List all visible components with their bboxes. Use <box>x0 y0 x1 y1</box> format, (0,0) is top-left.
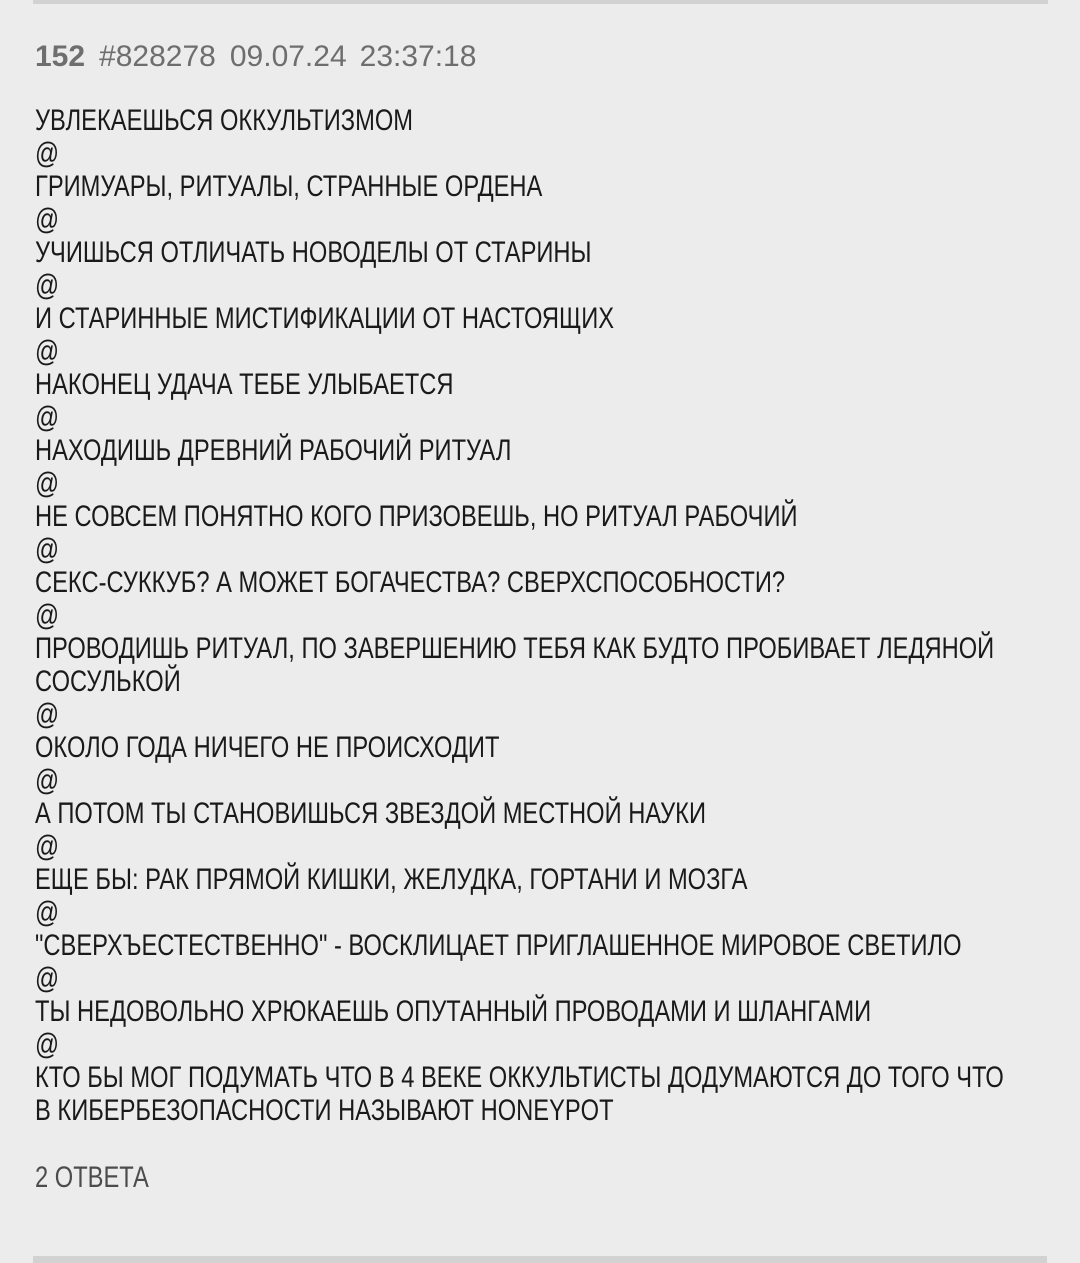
post-line: @ <box>35 533 60 566</box>
post-line: @ <box>35 203 60 236</box>
post-line: ГРИМУАРЫ, РИТУАЛЫ, СТРАННЫЕ ОРДЕНА <box>35 170 543 203</box>
post-id-link[interactable]: #828278 <box>99 40 216 73</box>
post-line: @ <box>35 896 60 929</box>
post-line: @ <box>35 599 60 632</box>
post-line: КТО БЫ МОГ ПОДУМАТЬ ЧТО В 4 ВЕКЕ ОККУЛЬТИСТЫ ДОДУМАЮТСЯ ДО ТОГО ЧТО В КИБЕРБЕЗОПАСНОСТИ НАЗЫВАЮТ HONEYPOT <box>35 1061 1004 1127</box>
post-body <box>35 104 1023 1127</box>
post-line: А ПОТОМ ТЫ СТАНОВИШЬСЯ ЗВЕЗДОЙ МЕСТНОЙ НАУКИ <box>35 797 707 830</box>
adjacent-post-edge-top <box>33 0 1048 4</box>
post-line: НАКОНЕЦ УДАЧА ТЕБЕ УЛЫБАЕТСЯ <box>35 368 454 401</box>
post-line: УЧИШЬСЯ ОТЛИЧАТЬ НОВОДЕЛЫ ОТ СТАРИНЫ <box>35 236 592 269</box>
post-line: УВЛЕКАЕШЬСЯ ОККУЛЬТИЗМОМ <box>35 104 414 137</box>
post-line: @ <box>35 401 60 434</box>
post-index: 152 <box>35 40 86 73</box>
post-line: СЕКС-СУККУБ? А МОЖЕТ БОГАЧЕСТВА? СВЕРХСПОСОБНОСТИ? <box>35 566 786 599</box>
adjacent-post-edge-bottom <box>33 1256 1047 1263</box>
post-line: @ <box>35 467 60 500</box>
post-line: @ <box>35 764 60 797</box>
post-header <box>35 40 1080 73</box>
post-line: @ <box>35 269 60 302</box>
post-card <box>35 40 1080 1194</box>
post-line: @ <box>35 698 60 731</box>
post-line: И СТАРИННЫЕ МИСТИФИКАЦИИ ОТ НАСТОЯЩИХ <box>35 302 615 335</box>
post-line: @ <box>35 137 60 170</box>
post-line: ОКОЛО ГОДА НИЧЕГО НЕ ПРОИСХОДИТ <box>35 731 500 764</box>
post-line: @ <box>35 830 60 863</box>
post-line: "СВЕРХЪЕСТЕСТВЕННО" - ВОСКЛИЦАЕТ ПРИГЛАШЕННОЕ МИРОВОЕ СВЕТИЛО <box>35 929 962 962</box>
post-date: 09.07.24 <box>229 40 347 73</box>
post-line: ПРОВОДИШЬ РИТУАЛ, ПО ЗАВЕРШЕНИЮ ТЕБЯ КАК БУДТО ПРОБИВАЕТ ЛЕДЯНОЙ СОСУЛЬКОЙ <box>35 632 995 698</box>
post-line: НЕ СОВСЕМ ПОНЯТНО КОГО ПРИЗОВЕШЬ, НО РИТУАЛ РАБОЧИЙ <box>35 500 798 533</box>
post-line: @ <box>35 1028 60 1061</box>
post-line: НАХОДИШЬ ДРЕВНИЙ РАБОЧИЙ РИТУАЛ <box>35 434 512 467</box>
post-line: ТЫ НЕДОВОЛЬНО ХРЮКАЕШЬ ОПУТАННЫЙ ПРОВОДАМИ И ШЛАНГАМИ <box>35 995 872 1028</box>
post-time: 23:37:18 <box>359 40 477 73</box>
post-line: @ <box>35 335 60 368</box>
replies-link[interactable]: 2 ОТВЕТА <box>35 1161 149 1194</box>
post-line: @ <box>35 962 60 995</box>
post-line: ЕЩЕ БЫ: РАК ПРЯМОЙ КИШКИ, ЖЕЛУДКА, ГОРТАНИ И МОЗГА <box>35 863 748 896</box>
